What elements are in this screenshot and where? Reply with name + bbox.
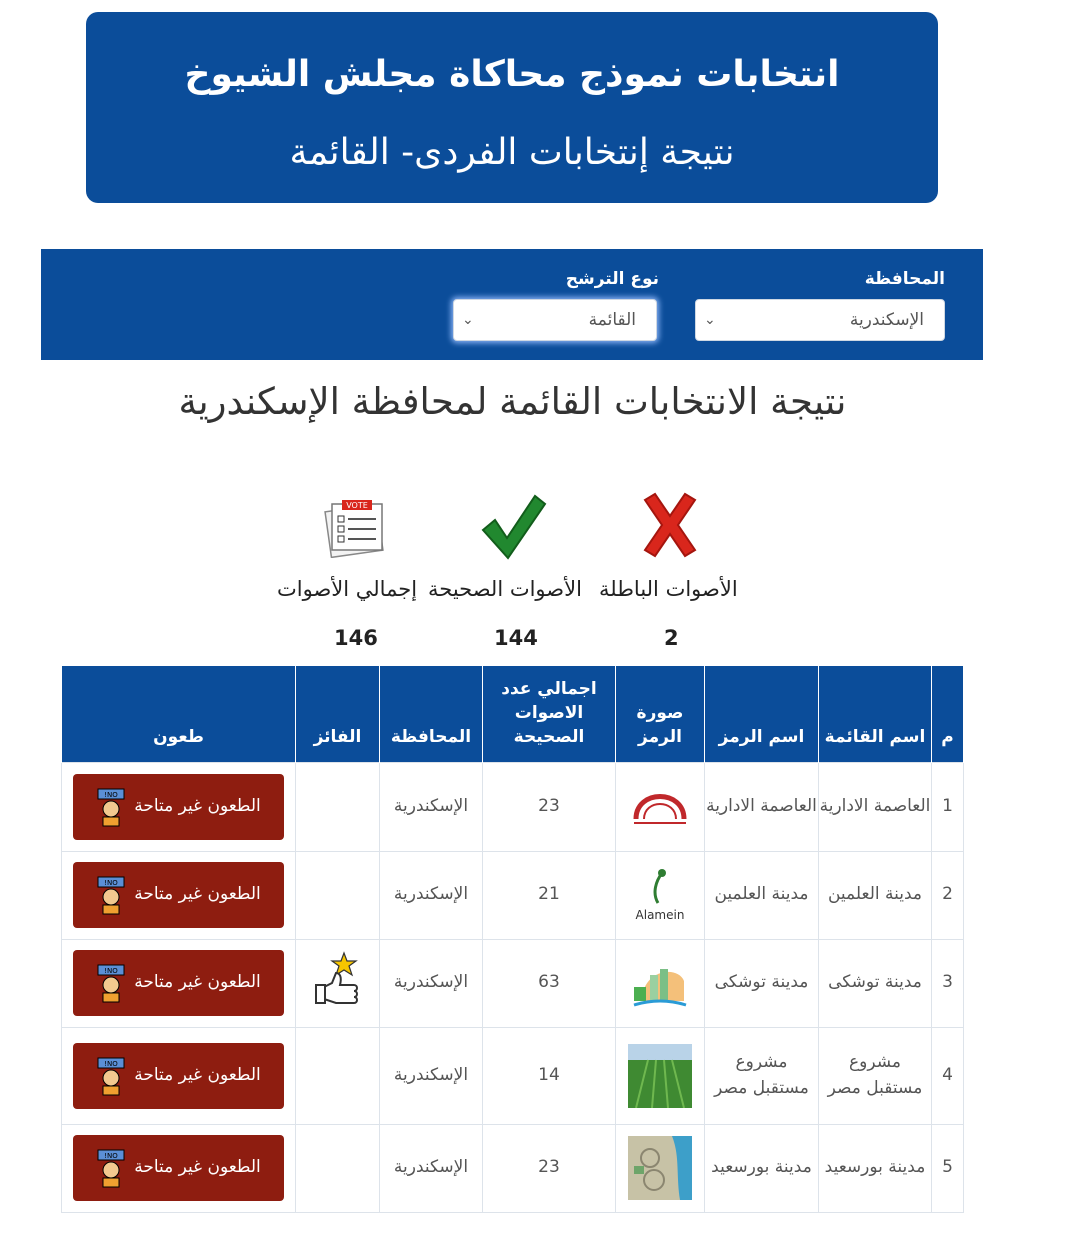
svg-text:NO!: NO! (104, 879, 118, 887)
appeal-label: الطعون غير متاحة (134, 972, 261, 993)
symbol-image-aerial-city-icon (628, 1136, 692, 1200)
appeals-unavailable-button[interactable] (73, 950, 284, 1016)
no-sign-protester-icon (96, 875, 126, 915)
row-list-name: مدينة العلمين (819, 851, 932, 939)
appeals-unavailable-button[interactable] (73, 1043, 284, 1109)
no-sign-protester-icon (96, 1056, 126, 1096)
row-list-name: مدينة توشكى (819, 939, 932, 1027)
svg-text:NO!: NO! (104, 1059, 118, 1068)
results-section-title: نتيجة الانتخابات القائمة لمحافظة الإسكندرية (178, 380, 847, 423)
table-row (62, 762, 964, 851)
appeals-unavailable-button[interactable] (73, 1135, 284, 1201)
type-label: نوع الترشح (565, 269, 659, 289)
row-governorate: الإسكندرية (380, 762, 483, 851)
valid-votes-value: 144 (494, 626, 538, 650)
row-num: 5 (932, 1124, 964, 1212)
row-winner (296, 762, 380, 851)
row-list-name: مشروع مستقبل مصر (819, 1027, 932, 1124)
col-header-total-votes: اجمالي عدد الاصوات الصحيحة (483, 666, 616, 762)
svg-text:NO!: NO! (104, 967, 118, 975)
row-list-name: مدينة بورسعيد (819, 1124, 932, 1212)
page-title: انتخابات نموذج محاكاة مجلش الشيوخ (184, 54, 840, 95)
row-num: 3 (932, 939, 964, 1027)
row-symbol-name: مدينة بورسعيد (705, 1124, 819, 1212)
row-num: 4 (932, 1027, 964, 1124)
row-governorate: الإسكندرية (380, 1124, 483, 1212)
appeal-label: الطعون غير متاحة (134, 795, 261, 816)
green-check-icon (481, 492, 547, 560)
filter-bar (41, 249, 983, 360)
row-governorate: الإسكندرية (380, 851, 483, 939)
row-symbol-name: مدينة العلمين (705, 851, 819, 939)
governorate-label: المحافظة (864, 269, 945, 289)
appeal-label: الطعون غير متاحة (134, 884, 261, 905)
row-winner (296, 1027, 380, 1124)
table-row (62, 851, 964, 939)
symbol-image-toshka-icon (628, 951, 692, 1015)
row-votes: 23 (483, 762, 616, 851)
invalid-votes-label: الأصوات الباطلة (599, 577, 738, 601)
invalid-votes-value: 2 (664, 626, 679, 650)
winner-thumbs-up-icon (312, 951, 364, 1015)
vote-ballot-icon (318, 498, 390, 558)
row-symbol-name: مشروع مستقبل مصر (705, 1027, 819, 1124)
row-symbol-name: مدينة توشكى (705, 939, 819, 1027)
no-sign-protester-icon (96, 1148, 126, 1188)
table-row (62, 1124, 964, 1212)
svg-text:NO!: NO! (104, 790, 118, 799)
chevron-down-icon: ⌄ (704, 312, 716, 328)
table-row (62, 1027, 964, 1124)
row-votes: 23 (483, 1124, 616, 1212)
appeals-unavailable-button[interactable] (73, 774, 284, 840)
row-winner (296, 1124, 380, 1212)
col-header-list-name: اسم القائمة (819, 666, 932, 762)
page-subtitle: نتيجة إنتخابات الفردى- القائمة (289, 132, 735, 173)
symbol-image-farm-field-icon (628, 1044, 692, 1108)
row-num: 1 (932, 762, 964, 851)
row-symbol-name: العاصمة الادارية (705, 762, 819, 851)
row-votes: 21 (483, 851, 616, 939)
type-select[interactable] (453, 299, 657, 341)
appeal-label: الطعون غير متاحة (134, 1157, 261, 1178)
svg-text:Alamein: Alamein (635, 908, 685, 922)
results-table (61, 666, 964, 1213)
svg-text:VOTE: VOTE (346, 501, 368, 510)
header-banner (86, 12, 938, 203)
col-header-num: م (932, 666, 964, 762)
col-header-symbol-name: اسم الرمز (705, 666, 819, 762)
col-header-appeals: طعون (62, 666, 296, 762)
total-votes-value: 146 (334, 626, 378, 650)
table-row (62, 939, 964, 1027)
chevron-down-icon: ⌄ (462, 312, 474, 328)
red-x-icon (639, 490, 701, 560)
row-winner (296, 939, 380, 1027)
symbol-image-alamein-icon (628, 863, 692, 927)
governorate-select[interactable] (695, 299, 945, 341)
col-header-winner: الفائز (296, 666, 380, 762)
no-sign-protester-icon (96, 963, 126, 1003)
total-votes-label: إجمالي الأصوات (277, 577, 418, 601)
row-governorate: الإسكندرية (380, 1027, 483, 1124)
governorate-select-value: الإسكندرية (849, 310, 924, 330)
appeals-unavailable-button[interactable] (73, 862, 284, 928)
row-winner (296, 851, 380, 939)
col-header-governorate: المحافظة (380, 666, 483, 762)
row-votes: 14 (483, 1027, 616, 1124)
appeal-label: الطعون غير متاحة (134, 1064, 261, 1085)
svg-text:NO!: NO! (104, 1152, 118, 1160)
row-list-name: العاصمة الادارية (819, 762, 932, 851)
type-select-value: القائمة (588, 310, 636, 330)
valid-votes-label: الأصوات الصحيحة (428, 577, 582, 601)
table-header-row (62, 666, 964, 762)
row-num: 2 (932, 851, 964, 939)
col-header-symbol-image: صورة الرمز (616, 666, 705, 762)
row-governorate: الإسكندرية (380, 939, 483, 1027)
no-sign-protester-icon (96, 787, 126, 827)
symbol-image-capital-icon (628, 775, 692, 839)
row-votes: 63 (483, 939, 616, 1027)
